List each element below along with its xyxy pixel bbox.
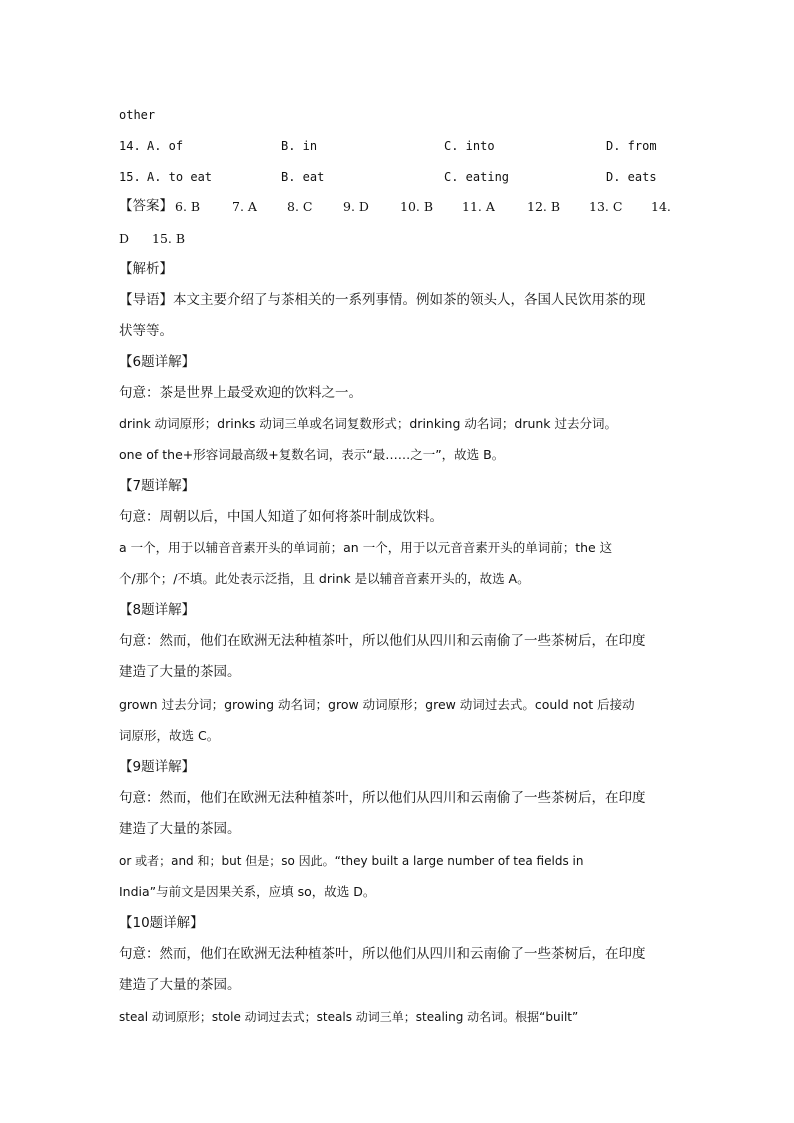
answer-item: 12. B [527,199,561,214]
q14-option-a: A. of [147,139,184,153]
q8-detail-line: grown 过去分词；growing 动名词；grow 动词原形；grew 动词过去式。could not 后接动 [119,697,635,712]
q7-heading: 【7题详解】 [119,478,196,494]
answer-item: 7. A [232,199,257,214]
answer-item: 14. [651,199,671,214]
q9-meaning: 句意：然而，他们在欧洲无法种植茶叶，所以他们从四川和云南偷了一些茶树后，在印度 [119,790,646,806]
q8-detail-line: 词原形，故选 C。 [119,728,220,743]
answer-item: 15. B [152,231,186,246]
q6-detail-line: drink 动词原形；drinks 动词三单或名词复数形式；drinking 动名词；drunk 过去分词。 [119,416,618,431]
q6-heading: 【6题详解】 [119,354,196,370]
answer-item: 13. C [589,199,623,214]
q6-meaning: 句意：茶是世界上最受欢迎的饮料之一。 [119,385,362,401]
q8-heading: 【8题详解】 [119,602,196,618]
q10-heading: 【10题详解】 [119,915,204,931]
answer-item: 10. B [400,199,434,214]
q6-detail-line: one of the+形容词最高级+复数名词，表示“最……之一”，故选 B。 [119,447,505,462]
analysis-heading: 【解析】 [119,261,173,277]
q15-option-a: A. to eat [147,170,213,184]
q14-option-d: D. from [606,139,657,153]
q15-option-b: B. eat [281,170,325,184]
q8-meaning: 句意：然而，他们在欧洲无法种植茶叶，所以他们从四川和云南偷了一些茶树后，在印度 [119,633,646,649]
q7-detail-line: 个/那个；/不填。此处表示泛指，且 drink 是以辅音音素开头的，故选 A。 [119,571,530,586]
intro-line: 状等等。 [119,323,173,339]
q9-meaning: 建造了大量的茶园。 [119,821,241,837]
q8-meaning: 建造了大量的茶园。 [119,664,241,680]
top-word: other [119,108,156,122]
q10-detail-line: steal 动词原形；stole 动词过去式；steals 动词三单；stealing 动名词。根据“built” [119,1010,579,1024]
answer-item: 9. D [343,199,369,214]
q14-number: 14. [119,139,141,153]
intro-line: 【导语】本文主要介绍了与茶相关的一系列事情。例如茶的领头人，各国人民饮用茶的现 [119,292,646,308]
q10-meaning: 建造了大量的茶园。 [119,977,241,993]
answer-item: 11. A [462,199,495,214]
q9-detail-line: or 或者；and 和；but 但是；so 因此。“they built a large number of tea fields in [119,854,584,868]
q7-meaning: 句意：周朝以后，中国人知道了如何将茶叶制成饮料。 [119,509,443,525]
q14-option-c: C. into [444,139,495,153]
q9-heading: 【9题详解】 [119,759,196,775]
q14-option-b: B. in [281,139,318,153]
answer-item: 8. C [287,199,313,214]
q15-option-c: C. eating [444,170,510,184]
q15-option-d: D. eats [606,170,657,184]
q9-detail-line: India”与前文是因果关系，应填 so，故选 D。 [119,884,376,899]
q10-meaning: 句意：然而，他们在欧洲无法种植茶叶，所以他们从四川和云南偷了一些茶树后，在印度 [119,946,646,962]
answer-item: 6. B [175,199,201,214]
answer-label: 【答案】 [119,198,173,214]
answer-item: D [119,231,130,246]
q7-detail-line: a 一个，用于以辅音音素开头的单词前；an 一个，用于以元音音素开头的单词前；the 这 [119,540,613,555]
q15-number: 15. [119,170,141,184]
